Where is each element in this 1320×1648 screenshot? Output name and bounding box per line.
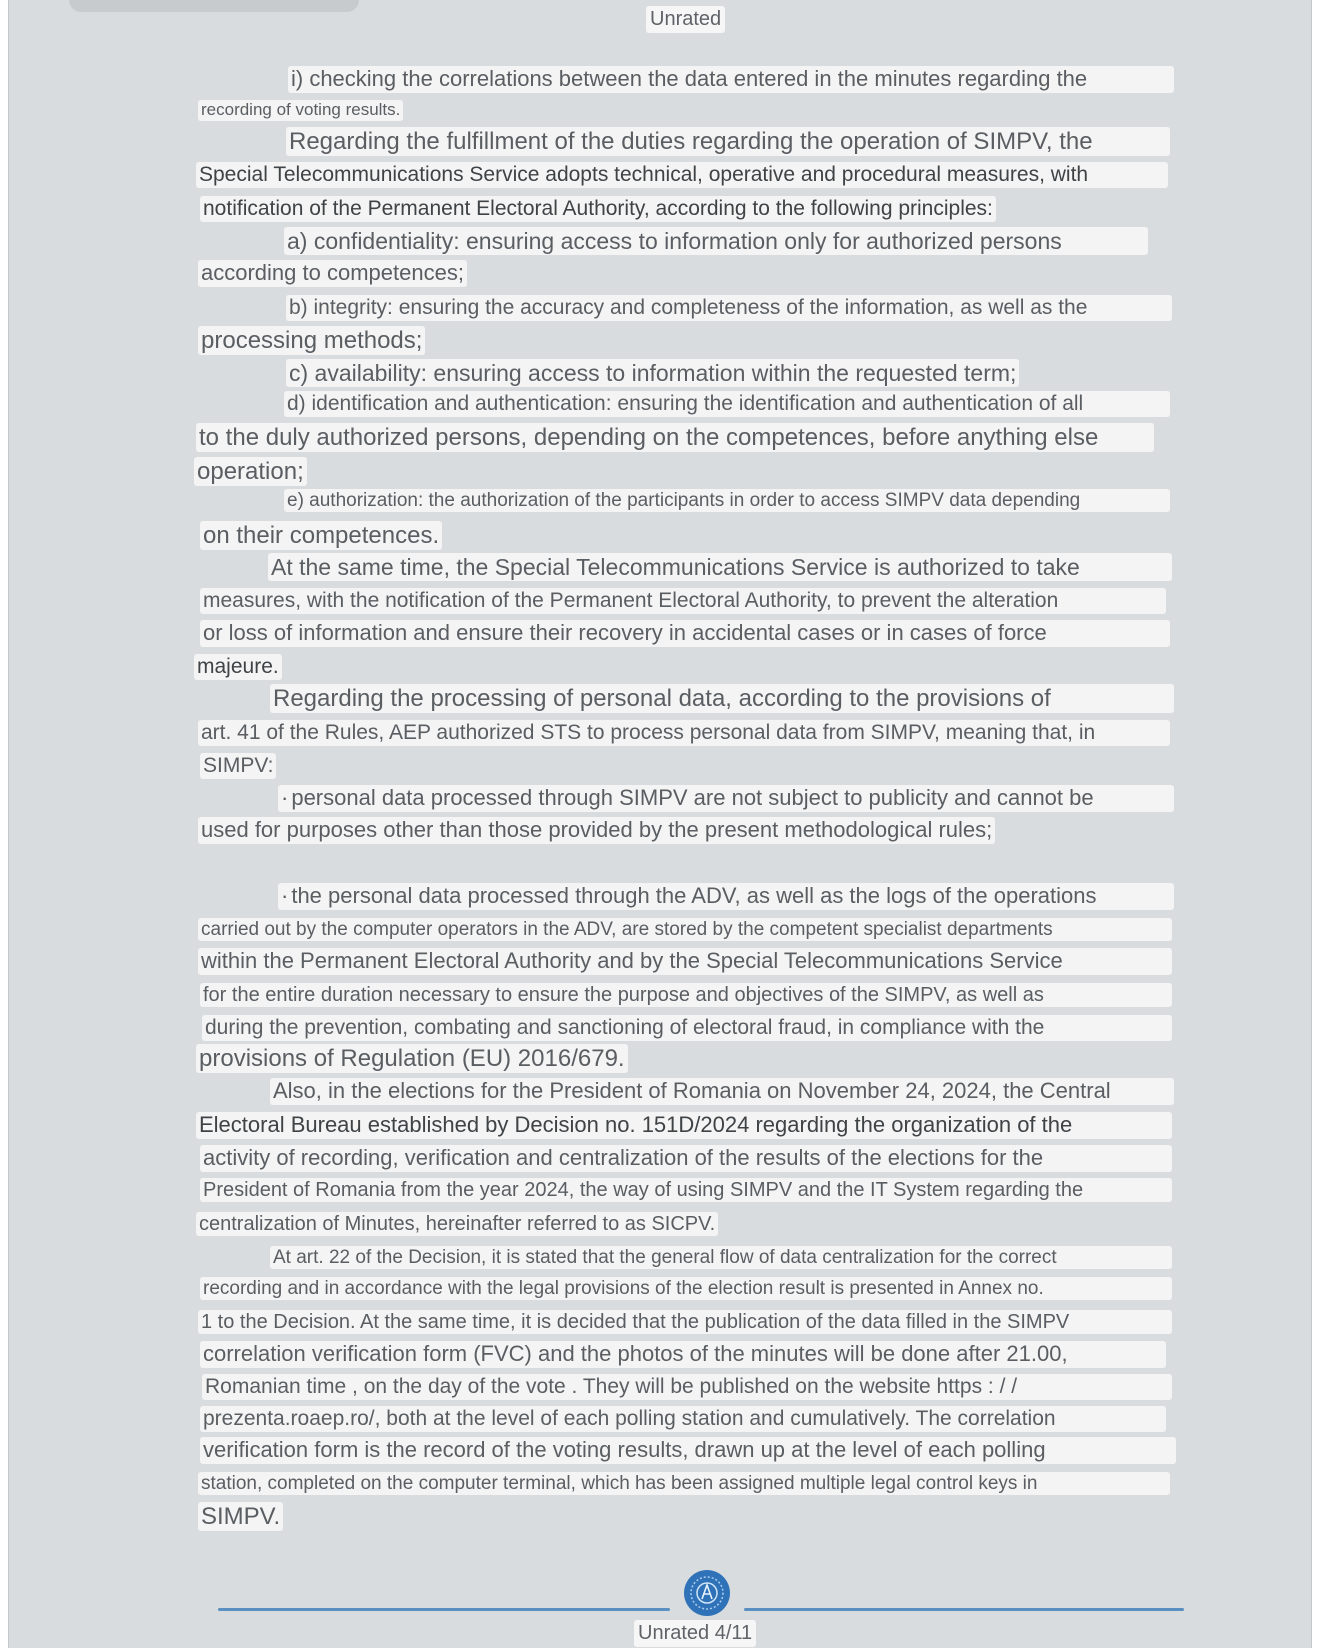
tab-shadow xyxy=(69,0,359,12)
text-line: b) integrity: ensuring the accuracy and completeness of the information, as well as the xyxy=(286,295,1172,321)
institution-seal-icon xyxy=(684,1570,730,1616)
text-line: Regarding the fulfillment of the duties regarding the operation of SIMPV, the xyxy=(286,127,1170,156)
text-line: Regarding the processing of personal data, according to the provisions of xyxy=(270,684,1174,713)
text-line: Electoral Bureau established by Decision no. 151D/2024 regarding the organization of the xyxy=(196,1112,1172,1139)
text-line: art. 41 of the Rules, AEP authorized STS to process personal data from SIMPV, meaning that, in xyxy=(198,720,1170,746)
text-line: i) checking the correlations between the data entered in the minutes regarding the xyxy=(288,66,1174,93)
text-line xyxy=(278,883,1174,910)
text-line: e) authorization: the authorization of the participants in order to access SIMPV data depending xyxy=(284,489,1170,512)
text-line: notification of the Permanent Electoral Authority, according to the following principles: xyxy=(200,196,996,222)
text-line: President of Romania from the year 2024, the way of using SIMPV and the IT System regarding the xyxy=(200,1178,1172,1202)
text-line: prezenta.roaep.ro/, both at the level of each polling station and cumulatively. The correlation xyxy=(200,1406,1166,1432)
text-line-content: the personal data processed through the ADV, as well as the logs of the operations xyxy=(291,883,1097,908)
text-line: verification form is the record of the voting results, drawn up at the level of each polling xyxy=(200,1437,1176,1464)
text-line: during the prevention, combating and sanctioning of electoral fraud, in compliance with the xyxy=(202,1015,1172,1041)
text-line: within the Permanent Electoral Authority and by the Special Telecommunications Service xyxy=(198,948,1172,975)
text-line: SIMPV: xyxy=(200,753,276,779)
text-line: carried out by the computer operators in the ADV, are stored by the competent specialist departments xyxy=(198,918,1172,941)
text-line: according to competences; xyxy=(198,260,467,287)
bullet: · xyxy=(281,785,289,810)
text-line-content: personal data processed through SIMPV are not subject to publicity and cannot be xyxy=(291,785,1094,810)
text-line: recording of voting results. xyxy=(198,100,403,121)
text-line: Special Telecommunications Service adopts technical, operative and procedural measures, with xyxy=(196,162,1168,188)
text-line: correlation verification form (FVC) and the photos of the minutes will be done after 21.00, xyxy=(200,1341,1166,1368)
footer-rule-left xyxy=(218,1608,670,1611)
seal-icon xyxy=(684,1570,730,1616)
text-line: At art. 22 of the Decision, it is stated that the general flow of data centralization for the correct xyxy=(270,1246,1172,1269)
text-line: to the duly authorized persons, depending on the competences, before anything else xyxy=(196,423,1154,452)
text-line: 1 to the Decision. At the same time, it is decided that the publication of the data filled in the SIMPV xyxy=(198,1310,1172,1334)
footer-rule-right xyxy=(744,1608,1184,1611)
footer-page-label: Unrated 4/11 xyxy=(634,1620,756,1647)
text-line: a) confidentiality: ensuring access to information only for authorized persons xyxy=(284,227,1148,255)
text-line: Also, in the elections for the President of Romania on November 24, 2024, the Central xyxy=(270,1078,1174,1105)
text-line: measures, with the notification of the Permanent Electoral Authority, to prevent the alteration xyxy=(200,588,1166,614)
text-line: used for purposes other than those provided by the present methodological rules; xyxy=(198,817,995,844)
text-line: on their competences. xyxy=(200,521,442,550)
text-line: operation; xyxy=(194,457,307,486)
text-line: provisions of Regulation (EU) 2016/679. xyxy=(196,1044,628,1073)
text-line: SIMPV. xyxy=(198,1502,283,1531)
header-rating-label: Unrated xyxy=(646,6,725,33)
text-line: activity of recording, verification and centralization of the results of the elections for the xyxy=(200,1145,1172,1172)
text-line: recording and in accordance with the legal provisions of the election result is presented in Annex no. xyxy=(200,1277,1172,1300)
text-line: centralization of Minutes, hereinafter referred to as SICPV. xyxy=(196,1212,718,1236)
text-line: At the same time, the Special Telecommunications Service is authorized to take xyxy=(268,553,1172,581)
text-line: d) identification and authentication: ensuring the identification and authentication of all xyxy=(284,391,1170,417)
text-line: or loss of information and ensure their recovery in accidental cases or in cases of force xyxy=(200,620,1170,647)
text-line: processing methods; xyxy=(198,326,425,355)
text-line: Romanian time , on the day of the vote . They will be published on the website https : / / xyxy=(202,1374,1172,1400)
bullet: · xyxy=(281,883,289,908)
text-line: majeure. xyxy=(194,654,282,680)
text-line: for the entire duration necessary to ensure the purpose and objectives of the SIMPV, as well as xyxy=(200,983,1172,1007)
text-line: station, completed on the computer terminal, which has been assigned multiple legal control keys in xyxy=(198,1472,1170,1495)
text-line xyxy=(278,785,1174,812)
text-line: c) availability: ensuring access to information within the requested term; xyxy=(286,359,1019,387)
